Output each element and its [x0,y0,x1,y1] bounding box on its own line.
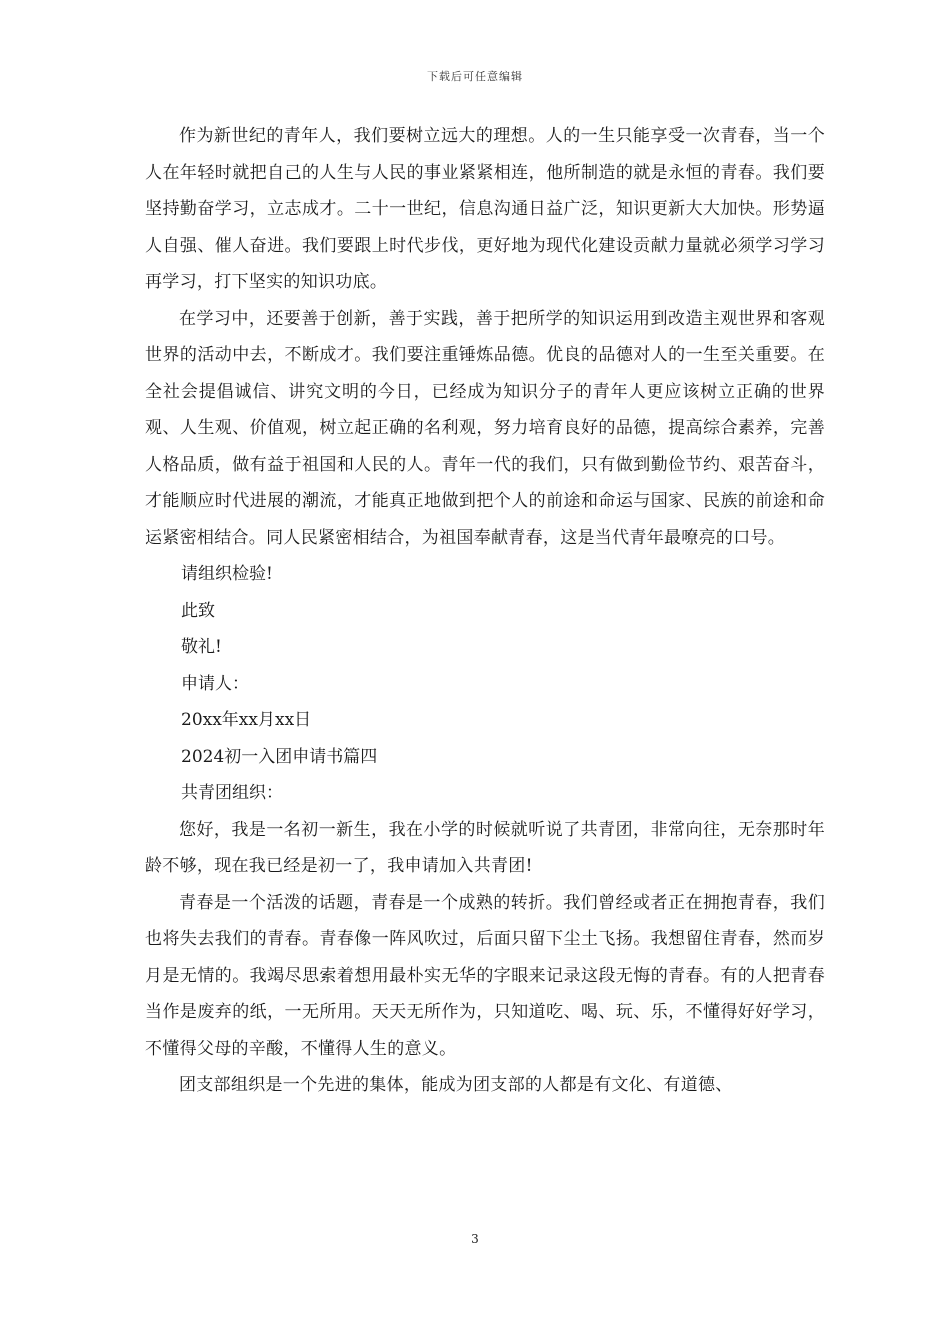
page-number: 3 [471,1232,479,1246]
closing-line-salute: 敬礼! [181,637,222,657]
paragraph-1: 作为新世纪的青年人，我们要树立远大的理想。人的一生只能享受一次青春，当一个人在年轻时就把自己的人生与人民的事业紧紧相连，他所制造的就是永恒的青春。我们要坚持勤奋学习，立志成才。二十一世纪，信息沟通日益广泛，知识更新大大加快。形势逼人自强、催人奋进。我们要跟上时代步伐，更好地为现代化建设贡献力量就必须学习学习再学习，打下坚实的知识功底。 [145,126,825,292]
date-line: 20xx年xx月xx日 [181,710,312,730]
paragraph-5: 团支部组织是一个先进的集体，能成为团支部的人都是有文化、有道德、 [179,1075,733,1095]
salutation: 共青团组织： [181,783,283,803]
document-body [145,118,825,1104]
closing-line-regards: 此致 [181,600,215,621]
closing-line-request: 请组织检验! [181,564,273,584]
paragraph-3: 您好，我是一名初一新生，我在小学的时候就听说了共青团，非常向往，无奈那时年龄不够，现在我已经是初一了，我申请加入共青团! [145,819,825,876]
applicant-label: 申请人： [181,673,249,694]
paragraph-2: 在学习中，还要善于创新，善于实践，善于把所学的知识运用到改造主观世界和客观世界的活动中去，不断成才。我们要注重锤炼品德。优良的品德对人的一生至关重要。在全社会提倡诚信、讲究文明的今日，已经成为知识分子的青年人更应该树立正确的世界观、人生观、价值观，树立起正确的名利观，努力培育良好的品德，提高综合素养，完善人格品质，做有益于祖国和人民的人。青年一代的我们，只有做到勤俭节约、艰苦奋斗，才能顺应时代进展的潮流，才能真正地做到把个人的前途和命运与国家、民族的前途和命运紧密相结合。同人民紧密相结合，为祖国奉献青春，这是当代青年最嘹亮的口号。 [145,308,825,548]
paragraph-4: 青春是一个活泼的话题，青春是一个成熟的转折。我们曾经或者正在拥抱青春，我们也将失去我们的青春。青春像一阵风吹过，后面只留下尘土飞扬。我想留住青春，然而岁月是无情的。我竭尽思索着想用最朴实无华的字眼来记录这段无悔的青春。有的人把青春当作是废弃的纸，一无所用。天天无所作为，只知道吃、喝、玩、乐，不懂得好好学习，不懂得父母的辛酸，不懂得人生的意义。 [145,892,825,1059]
page-header: 下载后可任意编辑 [427,70,523,83]
section-title: 2024初一入团申请书篇四 [181,746,378,767]
